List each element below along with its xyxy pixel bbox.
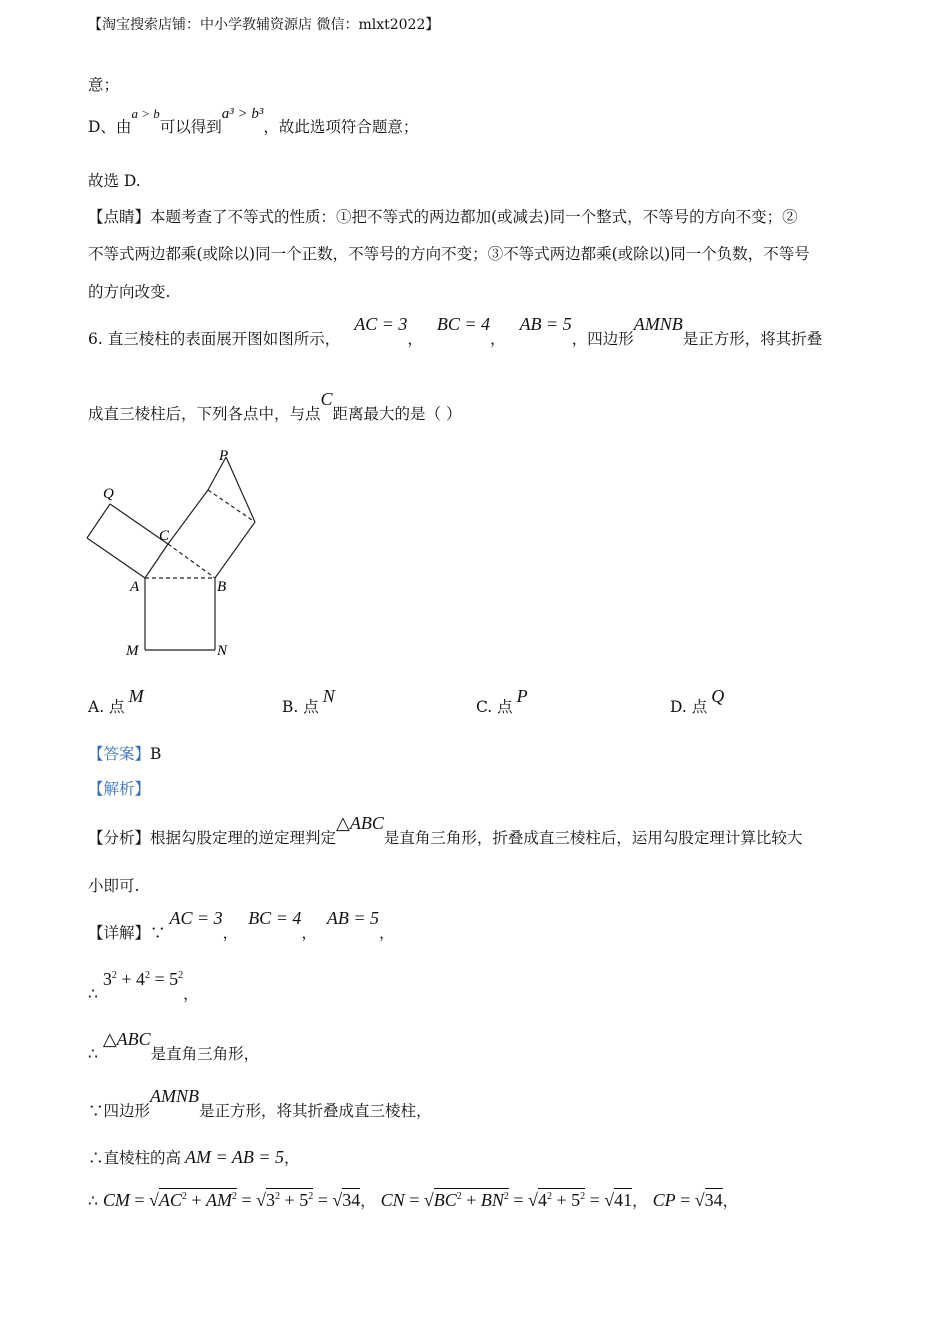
distance-cp: CP = √34 xyxy=(652,1190,723,1210)
stem-b: ，四边形 xyxy=(571,330,634,348)
answer-line xyxy=(88,745,161,764)
label-q: Q xyxy=(103,486,114,502)
question-stem-line-1: 6. 直三棱柱的表面展开图如图所示，AC = 3，BC = 4，AB = 5，四边形AMNB是正方形，将其折叠 xyxy=(88,314,823,348)
stem-c: 是正方形，将其折叠 xyxy=(682,330,823,348)
quad-prefix: 四边形 xyxy=(103,1102,151,1120)
option-b-point: N xyxy=(322,686,335,706)
edge-p-right xyxy=(226,457,255,522)
therefore-symbol-1: ∴ xyxy=(88,985,98,1003)
eq-ac: AC = 3 xyxy=(354,314,408,334)
option-d[interactable] xyxy=(670,686,725,717)
pythagoras-line xyxy=(88,969,199,1005)
detail-line: 【详解】∵AC = 3，BC = 4，AB = 5， xyxy=(88,908,395,942)
distance-cn: CN = $√BC^2 + BN^2 = √4^2 + 5^2 = √41$ xyxy=(380,1190,633,1210)
pythagoras-eq: $3^2 + 4^2 = 5^2$ xyxy=(102,969,184,989)
option-a[interactable] xyxy=(88,686,144,717)
option-a-label: A. 点 xyxy=(88,698,125,716)
option-a-point: M xyxy=(128,686,144,706)
label-p: P xyxy=(219,448,229,464)
right-triangle-abc: △ABC xyxy=(102,1029,151,1049)
eq-ab: AB = 5 xyxy=(519,314,572,334)
eq-bc: BC = 4 xyxy=(436,314,491,334)
question-stem-line-2 xyxy=(88,389,462,425)
option-b[interactable] xyxy=(282,686,335,717)
height-line xyxy=(88,1147,300,1169)
option-c-label: C. 点 xyxy=(476,698,513,716)
edge-a-q-side xyxy=(87,538,145,578)
therefore-symbol-3: ∴ xyxy=(88,1149,104,1167)
comment-line-3: 的方向改变. xyxy=(88,283,171,301)
right-triangle-text: 是直角三角形， xyxy=(150,1045,260,1063)
fenxi-b: 是直角三角形，折叠成直三棱柱后，运用勾股定理计算比较大 xyxy=(383,829,803,847)
distance-line: ∴ CM = $√AC^2 + AM^2 = √3^2 + 5^2 = √34$， CN = $√BC^2 + BN^2 = √4^2 + 5^2 = √41$， CP = √34， xyxy=(88,1190,739,1210)
label-n: N xyxy=(217,643,228,659)
option-d-point: Q xyxy=(711,686,725,706)
d-mid: 可以得到 xyxy=(159,118,222,136)
prev-text-line: 意； xyxy=(88,76,120,94)
quad-amnb: AMNB xyxy=(150,1086,200,1106)
quad-name: AMNB xyxy=(633,314,683,334)
edge-c-a xyxy=(145,544,168,578)
choose-line: 故选 D. xyxy=(88,172,141,190)
square-line xyxy=(88,1086,432,1122)
option-b-label: B. 点 xyxy=(282,698,319,716)
detail-bc: BC = 4 xyxy=(248,908,302,928)
edge-c-p-side xyxy=(168,490,208,544)
fenxi-line-2: 小即可. xyxy=(88,877,140,895)
option-d-explanation xyxy=(88,106,419,137)
d-suffix: ，故此选项符合题意； xyxy=(263,118,419,136)
label-b: B xyxy=(217,579,227,595)
label-a: A xyxy=(130,579,140,595)
detail-ab: AB = 5 xyxy=(326,908,379,928)
triangle-abc: △ABC xyxy=(336,813,384,833)
d-result: a³ > b³ xyxy=(221,106,264,122)
because-symbol: ∵ xyxy=(88,1102,104,1120)
distance-cm: CM = $√AC^2 + AM^2 = √3^2 + 5^2 = √34$ xyxy=(102,1190,361,1210)
stem-d: 成直三棱柱后，下列各点中，与点 xyxy=(88,405,321,423)
d-condition: a > b xyxy=(131,106,160,121)
therefore-symbol-2: ∴ xyxy=(88,1045,98,1063)
label-c: C xyxy=(159,528,170,544)
height-text: 直棱柱的高 xyxy=(103,1149,182,1167)
edge-b-side xyxy=(215,522,255,578)
quad-text: 是正方形，将其折叠成直三棱柱， xyxy=(199,1102,432,1120)
right-triangle-line xyxy=(88,1029,260,1065)
stem-e: 距离最大的是（ ） xyxy=(332,405,462,423)
page-header: 【淘宝搜索店铺：中小学教辅资源店 微信：mlxt2022】 xyxy=(88,17,440,33)
stem-a: 6. 直三棱柱的表面展开图如图所示， xyxy=(88,330,341,348)
label-m: M xyxy=(126,643,139,659)
fenxi-line-1 xyxy=(88,813,803,849)
height-comma: ， xyxy=(283,1149,300,1167)
analysis-tag: 【解析】 xyxy=(88,780,151,798)
answer-value: B xyxy=(150,745,162,763)
height-eq: AM = AB = 5 xyxy=(185,1147,284,1167)
detail-a: 【详解】∵ xyxy=(88,924,166,942)
option-c-point: P xyxy=(516,686,528,706)
pythagoras-comma: ， xyxy=(183,985,199,1003)
point-c: C xyxy=(320,389,333,409)
detail-ac: AC = 3 xyxy=(169,908,223,928)
therefore-symbol-4: ∴ xyxy=(88,1192,98,1210)
d-prefix: D、由 xyxy=(88,118,132,136)
edge-q-side xyxy=(87,504,110,538)
option-d-label: D. 点 xyxy=(670,698,708,716)
fenxi-a: 【分析】根据勾股定理的逆定理判定 xyxy=(88,829,337,847)
edge-c-b xyxy=(168,544,215,578)
answer-tag: 【答案】 xyxy=(88,745,151,763)
comment-line-1: 【点睛】本题考查了不等式的性质：①把不等式的两边都加(或减去)同一个整式，不等号的方向不变；② xyxy=(88,208,798,226)
comment-line-2: 不等式两边都乘(或除以)同一个正数，不等号的方向不变；③不等式两边都乘(或除以)同一个负数，不等号 xyxy=(88,245,810,263)
option-c[interactable] xyxy=(476,686,528,717)
prism-net-figure xyxy=(80,440,280,670)
